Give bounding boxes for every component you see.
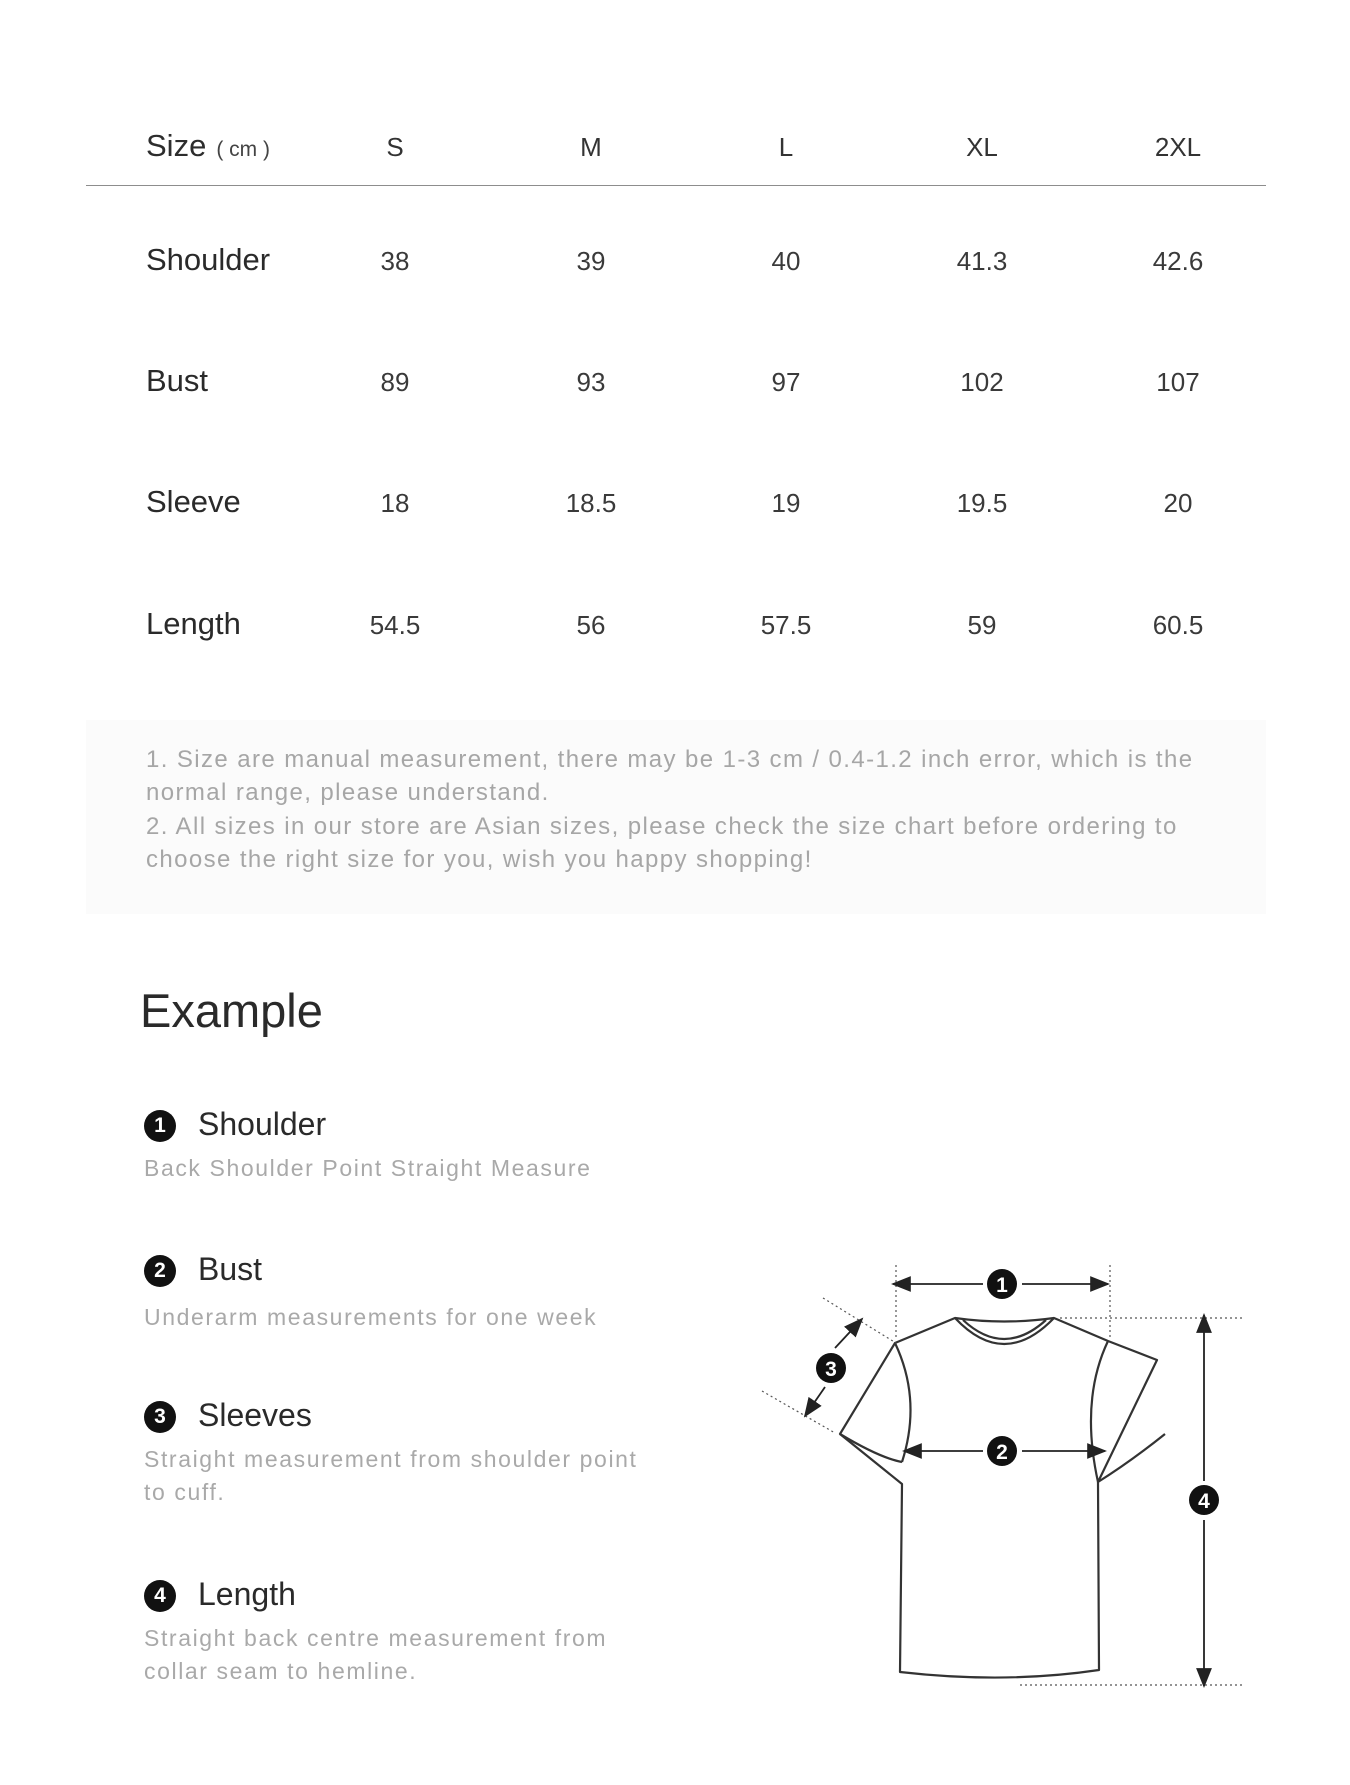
table-cell: 102 — [960, 367, 1004, 397]
table-cell: 39 — [576, 246, 606, 276]
measure-description: Underarm measurements for one week — [144, 1304, 598, 1330]
table-row-bust — [86, 351, 1266, 411]
table-cell: 57.5 — [760, 610, 812, 640]
tshirt-outline — [840, 1318, 1165, 1678]
table-row-shoulder — [86, 230, 1266, 290]
diagram-marker-4 — [1189, 1485, 1219, 1515]
size-col-xl: XL — [966, 132, 998, 162]
table-cell: 54.5 — [369, 610, 421, 640]
diagram-marker-1-label: 1 — [996, 1274, 1008, 1297]
row-label: Bust — [146, 363, 209, 398]
measure-description: Back Shoulder Point Straight Measure — [144, 1155, 592, 1181]
diagram-marker-3 — [816, 1353, 846, 1383]
measure-name: Bust — [198, 1251, 263, 1287]
size-col-m: M — [580, 132, 602, 162]
size-notes-box — [86, 720, 1266, 914]
measure-description: Straight measurement from shoulder point to cuff. — [144, 1446, 638, 1505]
table-row-sleeve — [86, 472, 1266, 532]
measure-name: Length — [198, 1576, 296, 1612]
diagram-marker-2-label: 2 — [996, 1441, 1008, 1464]
size-header-label: Size — [146, 128, 207, 163]
diagram-marker-3-label: 3 — [825, 1358, 837, 1381]
size-col-2xl: 2XL — [1154, 132, 1202, 162]
measure-name: Sleeves — [198, 1397, 312, 1433]
diagram-marker-1 — [987, 1269, 1017, 1299]
table-cell: 38 — [380, 246, 410, 276]
table-cell: 19.5 — [956, 488, 1008, 518]
row-label: Shoulder — [146, 242, 271, 277]
table-cell: 18.5 — [565, 488, 617, 518]
table-cell: 97 — [771, 367, 801, 397]
measure-description: Straight back centre measurement from collar seam to hemline. — [144, 1625, 608, 1684]
table-cell: 59 — [967, 610, 997, 640]
table-cell: 60.5 — [1152, 610, 1204, 640]
tshirt-measurement-diagram — [740, 1245, 1260, 1695]
row-label: Sleeve — [146, 484, 241, 519]
size-col-s: S — [386, 132, 404, 162]
header-divider — [86, 185, 1266, 186]
row-label: Length — [146, 606, 241, 641]
measure-name: Shoulder — [198, 1106, 327, 1142]
table-cell: 40 — [771, 246, 801, 276]
table-cell: 107 — [1156, 367, 1200, 397]
table-cell: 93 — [576, 367, 606, 397]
table-cell: 41.3 — [956, 246, 1008, 276]
number-2-icon: 2 — [144, 1255, 176, 1287]
table-cell: 18 — [380, 488, 410, 518]
size-header-title — [146, 128, 270, 164]
size-col-l: L — [778, 132, 794, 162]
example-heading: Example — [140, 984, 323, 1037]
number-1-icon: 1 — [144, 1110, 176, 1142]
size-unit: ( cm ) — [216, 138, 270, 161]
table-cell: 56 — [576, 610, 606, 640]
note-2: 2. All sizes in our store are Asian sizes, please check the size chart before ordering to choose the right size for you, wish you happy shopping! — [146, 813, 1178, 873]
table-cell: 89 — [380, 367, 410, 397]
table-cell: 19 — [771, 488, 801, 518]
table-cell: 42.6 — [1152, 246, 1204, 276]
diagram-marker-4-label: 4 — [1198, 1490, 1210, 1513]
diagram-marker-2 — [987, 1436, 1017, 1466]
table-cell: 20 — [1163, 488, 1193, 518]
number-4-icon: 4 — [144, 1580, 176, 1612]
note-1: 1. Size are manual measurement, there may be 1-3 cm / 0.4-1.2 inch error, which is the normal range, please understand. — [146, 746, 1194, 806]
number-3-icon: 3 — [144, 1401, 176, 1433]
size-header-row — [86, 120, 1266, 186]
table-row-length — [86, 594, 1266, 654]
